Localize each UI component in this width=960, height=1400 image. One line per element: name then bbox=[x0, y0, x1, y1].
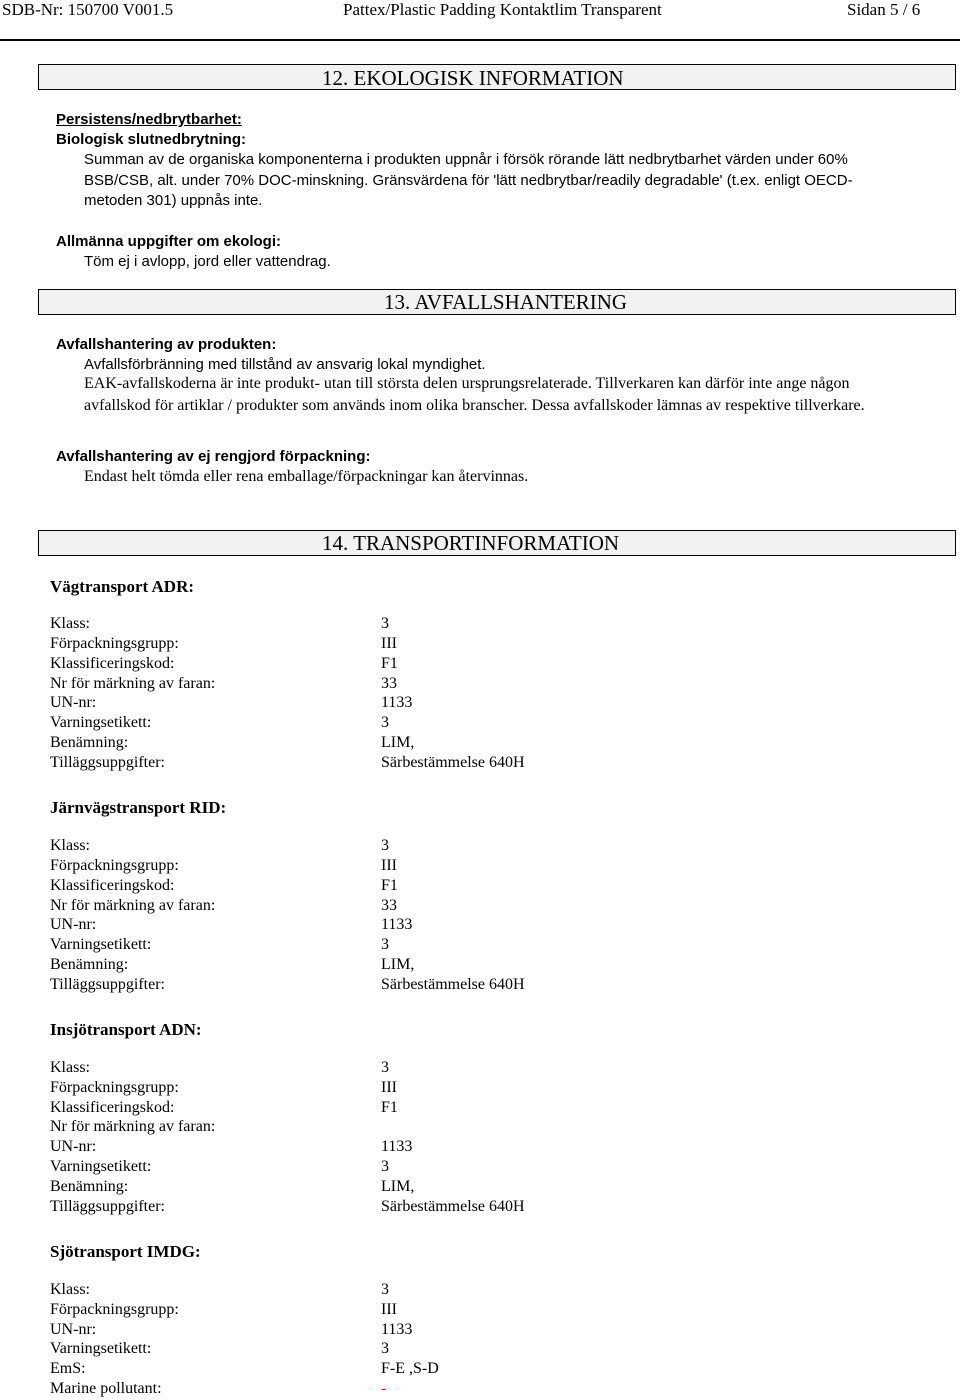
adr-un-number-label: UN-nr: bbox=[50, 694, 97, 711]
adr-additional-label: Tilläggsuppgifter: bbox=[50, 754, 165, 771]
rid-warning-label-label: Varningsetikett: bbox=[50, 936, 152, 953]
adr-klass-label: Klass: bbox=[50, 615, 90, 632]
product-disposal-label: Avfallshantering av produkten: bbox=[56, 336, 277, 353]
adn-additional-label: Tilläggsuppgifter: bbox=[50, 1198, 165, 1215]
packaging-disposal-label: Avfallshantering av ej rengjord förpackning: bbox=[56, 448, 371, 465]
adr-hazard-number-label: Nr för märkning av faran: bbox=[50, 675, 216, 692]
rid-packing-group-value: III bbox=[381, 857, 397, 874]
imdg-packing-group-label: Förpackningsgrupp: bbox=[50, 1301, 179, 1318]
adn-classification-value: F1 bbox=[381, 1099, 398, 1116]
imdg-warning-label-value: 3 bbox=[381, 1340, 389, 1357]
adn-name-label: Benämning: bbox=[50, 1178, 129, 1195]
rid-classification-value: F1 bbox=[381, 877, 398, 894]
adr-classification-label: Klassificeringskod: bbox=[50, 655, 175, 672]
page-number: Sidan 5 / 6 bbox=[847, 0, 921, 19]
rid-additional-label: Tilläggsuppgifter: bbox=[50, 976, 165, 993]
product-name: Pattex/Plastic Padding Kontaktlim Transparent bbox=[343, 0, 662, 19]
product-disposal-line-1: Avfallsförbränning med tillstånd av ansvarig lokal myndighet. bbox=[84, 356, 486, 373]
rid-title: Järnvägstransport RID: bbox=[50, 798, 227, 817]
adn-warning-label-label: Varningsetikett: bbox=[50, 1158, 152, 1175]
rid-hazard-number-value: 33 bbox=[381, 897, 397, 914]
imdg-ems-label: EmS: bbox=[50, 1360, 86, 1377]
adr-un-number-value: 1133 bbox=[381, 694, 413, 711]
adn-packing-group-value: III bbox=[381, 1079, 397, 1096]
rid-hazard-number-label: Nr för märkning av faran: bbox=[50, 897, 216, 914]
product-disposal-line-2: EAK-avfallskoderna är inte produkt- utan till största delen ursprungsrelaterade. Tillverkaren kan därför inte ange någon bbox=[84, 375, 850, 392]
rid-klass-label: Klass: bbox=[50, 837, 90, 854]
adr-additional-value: Särbestämmelse 640H bbox=[381, 754, 525, 771]
rid-klass-value: 3 bbox=[381, 837, 389, 854]
imdg-warning-label-label: Varningsetikett: bbox=[50, 1340, 152, 1357]
adn-classification-label: Klassificeringskod: bbox=[50, 1099, 175, 1116]
imdg-marine-pollutant-label: Marine pollutant: bbox=[50, 1380, 162, 1397]
rid-un-number-label: UN-nr: bbox=[50, 916, 97, 933]
persistence-label: Persistens/nedbrytbarhet: bbox=[56, 111, 242, 128]
adn-klass-label: Klass: bbox=[50, 1059, 90, 1076]
adn-un-number-value: 1133 bbox=[381, 1138, 413, 1155]
imdg-marine-pollutant-value: - bbox=[381, 1380, 387, 1397]
imdg-ems-value: F-E ,S-D bbox=[381, 1360, 439, 1377]
section-14-title: 14. TRANSPORTINFORMATION bbox=[322, 531, 620, 555]
adn-additional-value: Särbestämmelse 640H bbox=[381, 1198, 525, 1215]
rid-additional-value: Särbestämmelse 640H bbox=[381, 976, 525, 993]
adn-klass-value: 3 bbox=[381, 1059, 389, 1076]
product-disposal-line-3: avfallskod för artiklar / produkter som används inom olika branscher. Dessa avfallskoder lämnas av respektive tillverkare. bbox=[84, 397, 865, 414]
biodegradation-line-2: BSB/CSB, alt. under 70% DOC-minskning. Gränsvärdena för 'lätt nedbrytbar/readily degradable' (t.ex. enligt OECD- bbox=[84, 172, 853, 189]
imdg-klass-value: 3 bbox=[381, 1281, 389, 1298]
adr-warning-label-value: 3 bbox=[381, 714, 389, 731]
biodegradation-line-1: Summan av de organiska komponenterna i produkten uppnår i försök rörande lätt nedbrytbarhet värden under 60% bbox=[84, 151, 848, 168]
rid-name-label: Benämning: bbox=[50, 956, 129, 973]
imdg-packing-group-value: III bbox=[381, 1301, 397, 1318]
adr-klass-value: 3 bbox=[381, 615, 389, 632]
adn-un-number-label: UN-nr: bbox=[50, 1138, 97, 1155]
adn-title: Insjötransport ADN: bbox=[50, 1020, 202, 1039]
adn-name-value: LIM, bbox=[381, 1178, 415, 1195]
biodegradation-line-3: metoden 301) uppnås inte. bbox=[84, 192, 263, 209]
rid-packing-group-label: Förpackningsgrupp: bbox=[50, 857, 179, 874]
imdg-un-number-label: UN-nr: bbox=[50, 1321, 97, 1338]
imdg-un-number-value: 1133 bbox=[381, 1321, 413, 1338]
adn-warning-label-value: 3 bbox=[381, 1158, 389, 1175]
adn-hazard-number-label: Nr för märkning av faran: bbox=[50, 1118, 216, 1135]
adr-name-label: Benämning: bbox=[50, 734, 129, 751]
adr-packing-group-value: III bbox=[381, 635, 397, 652]
adr-packing-group-label: Förpackningsgrupp: bbox=[50, 635, 179, 652]
rid-un-number-value: 1133 bbox=[381, 916, 413, 933]
section-13-title: 13. AVFALLSHANTERING bbox=[384, 290, 628, 314]
header-divider bbox=[0, 39, 960, 41]
adr-hazard-number-value: 33 bbox=[381, 675, 397, 692]
sdb-number: SDB-Nr: 150700 V001.5 bbox=[2, 0, 174, 19]
packaging-disposal-text: Endast helt tömda eller rena emballage/förpackningar kan återvinnas. bbox=[84, 468, 529, 485]
general-ecology-label: Allmänna uppgifter om ekologi: bbox=[56, 233, 282, 250]
rid-warning-label-value: 3 bbox=[381, 936, 389, 953]
section-12-title: 12. EKOLOGISK INFORMATION bbox=[322, 66, 624, 90]
imdg-title: Sjötransport IMDG: bbox=[50, 1242, 201, 1261]
adn-packing-group-label: Förpackningsgrupp: bbox=[50, 1079, 179, 1096]
adr-warning-label-label: Varningsetikett: bbox=[50, 714, 152, 731]
rid-name-value: LIM, bbox=[381, 956, 415, 973]
imdg-klass-label: Klass: bbox=[50, 1281, 90, 1298]
biodegradation-label: Biologisk slutnedbrytning: bbox=[56, 131, 246, 148]
rid-classification-label: Klassificeringskod: bbox=[50, 877, 175, 894]
adr-classification-value: F1 bbox=[381, 655, 398, 672]
adr-name-value: LIM, bbox=[381, 734, 415, 751]
general-ecology-text: Töm ej i avlopp, jord eller vattendrag. bbox=[84, 253, 331, 270]
adr-title: Vägtransport ADR: bbox=[50, 577, 195, 596]
